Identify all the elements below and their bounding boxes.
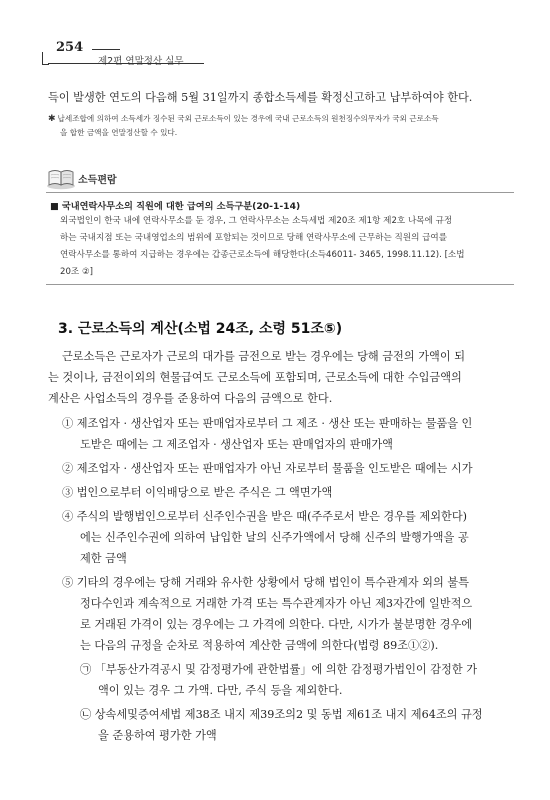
- list-item-4-cont-1: 에는 신주인수권에 의하여 납입한 날의 신주가액에서 당해 신주의 발행가액을 공: [80, 531, 469, 544]
- tip-badge: [46, 166, 126, 190]
- body-line-1: 근로소득은 근로자가 근로의 대가를 금전으로 받는 경우에는 당해 금전의 가액이 되: [62, 350, 466, 363]
- sub-item-2-cont: 을 준용하여 평가한 가액: [98, 729, 217, 742]
- body-line-3: 계산은 사업소득의 경우를 준용하여 다음의 금액으로 한다.: [48, 392, 333, 405]
- header-rule: [92, 49, 120, 50]
- tip-bottom-rule: [46, 284, 514, 285]
- footnote-line-1: [48, 112, 508, 126]
- sub-item-1-cont: 액이 있는 경우 그 가액. 다만, 주식 등을 제외한다.: [98, 684, 343, 697]
- list-item-5-cont-3: 는 다음의 규정을 순차로 적용하여 계산한 금액에 의한다(법령 89조①②).: [80, 639, 439, 652]
- tip-top-rule: [46, 192, 514, 193]
- sub-item-1: ㉠ 「부동산가격공시 및 감정평가에 관한법률」에 의한 감정평가법인이 감정한 가: [80, 663, 478, 676]
- tip-title: ■ 국내연락사무소의 직원에 대한 급여의 소득구분(20-1-14): [50, 201, 301, 212]
- asterisk-icon: ✱: [48, 114, 56, 124]
- tip-line-4: 20조 ②]: [60, 267, 94, 277]
- chapter-title: 제2편 연말정산 실무: [98, 56, 184, 67]
- footnote-text-2: 을 합한 금액을 연말정산할 수 있다.: [60, 128, 178, 137]
- section-title: 3. 근로소득의 계산(소법 24조, 소령 51조⑤): [58, 321, 343, 337]
- intro-line: 득이 발생한 연도의 다음해 5월 31일까지 종합소득세를 확정신고하고 납부하여야 한다.: [48, 91, 473, 104]
- page-number: 254: [56, 40, 84, 55]
- body-line-2: 는 것이나, 금전이외의 현물급여도 근로소득에 포함되며, 근로소득에 대한 수입금액의: [48, 371, 462, 384]
- list-item-2: ② 제조업자 · 생산업자 또는 판매업자가 아닌 자로부터 물품을 인도받은 때에는 시가: [62, 462, 473, 475]
- tip-line-1: 외국법인이 한국 내에 연락사무소를 둔 경우, 그 연락사무소는 소득세법 제20조 제1항 제2호 나목에 규정: [60, 216, 453, 226]
- sub-item-2: ㉡ 상속세및증여세법 제38조 내지 제39조의2 및 동법 제61조 내지 제64조의 규정: [80, 708, 483, 721]
- book-icon: [46, 166, 76, 190]
- list-item-5-cont-2: 로 거래된 가격이 있는 경우에는 그 가격에 의한다. 다만, 시가가 불분명한 경우에: [80, 618, 473, 631]
- list-item-4-cont-2: 제한 금액: [80, 552, 127, 565]
- list-item-3: ③ 법인으로부터 이익배당으로 받은 주식은 그 액면가액: [62, 486, 333, 499]
- list-item-5-cont-1: 정다수인과 계속적으로 거래한 가격 또는 특수관계자가 아닌 제3자간에 일반적으: [80, 597, 473, 610]
- footnote: [48, 112, 508, 140]
- tip-line-3: 연락사무소를 통하여 지급하는 경우에는 갑종근로소득에 해당한다(소득46011- 3465, 1998.11.12). [소법: [60, 250, 465, 260]
- list-item-1: ① 제조업자 · 생산업자 또는 판매업자로부터 그 제조 · 생산 또는 판매하는 물품을 인: [62, 417, 473, 430]
- tip-label: 소득편람: [78, 175, 117, 186]
- footnote-text-1: 납세조합에 의하여 소득세가 징수된 국외 근로소득이 있는 경우에 국내 근로소득의 원천징수의무자가 국외 근로소득: [57, 114, 439, 123]
- list-item-1-cont: 도받은 때에는 그 제조업자 · 생산업자 또는 판매업자의 판매가액: [80, 438, 393, 451]
- list-item-4: ④ 주식의 발행법인으로부터 신주인수권을 받은 때(주주로서 받은 경우를 제외한다): [62, 510, 468, 523]
- tip-line-2: 하는 국내지점 또는 국내영업소의 범위에 포함되는 것이므로 당해 연락사무소에 근무하는 직원의 급여를: [60, 233, 448, 243]
- page-header: [34, 40, 514, 66]
- list-item-5: ⑤ 기타의 경우에는 당해 거래와 유사한 상황에서 당해 법인이 특수관계자 외의 불특: [62, 576, 469, 589]
